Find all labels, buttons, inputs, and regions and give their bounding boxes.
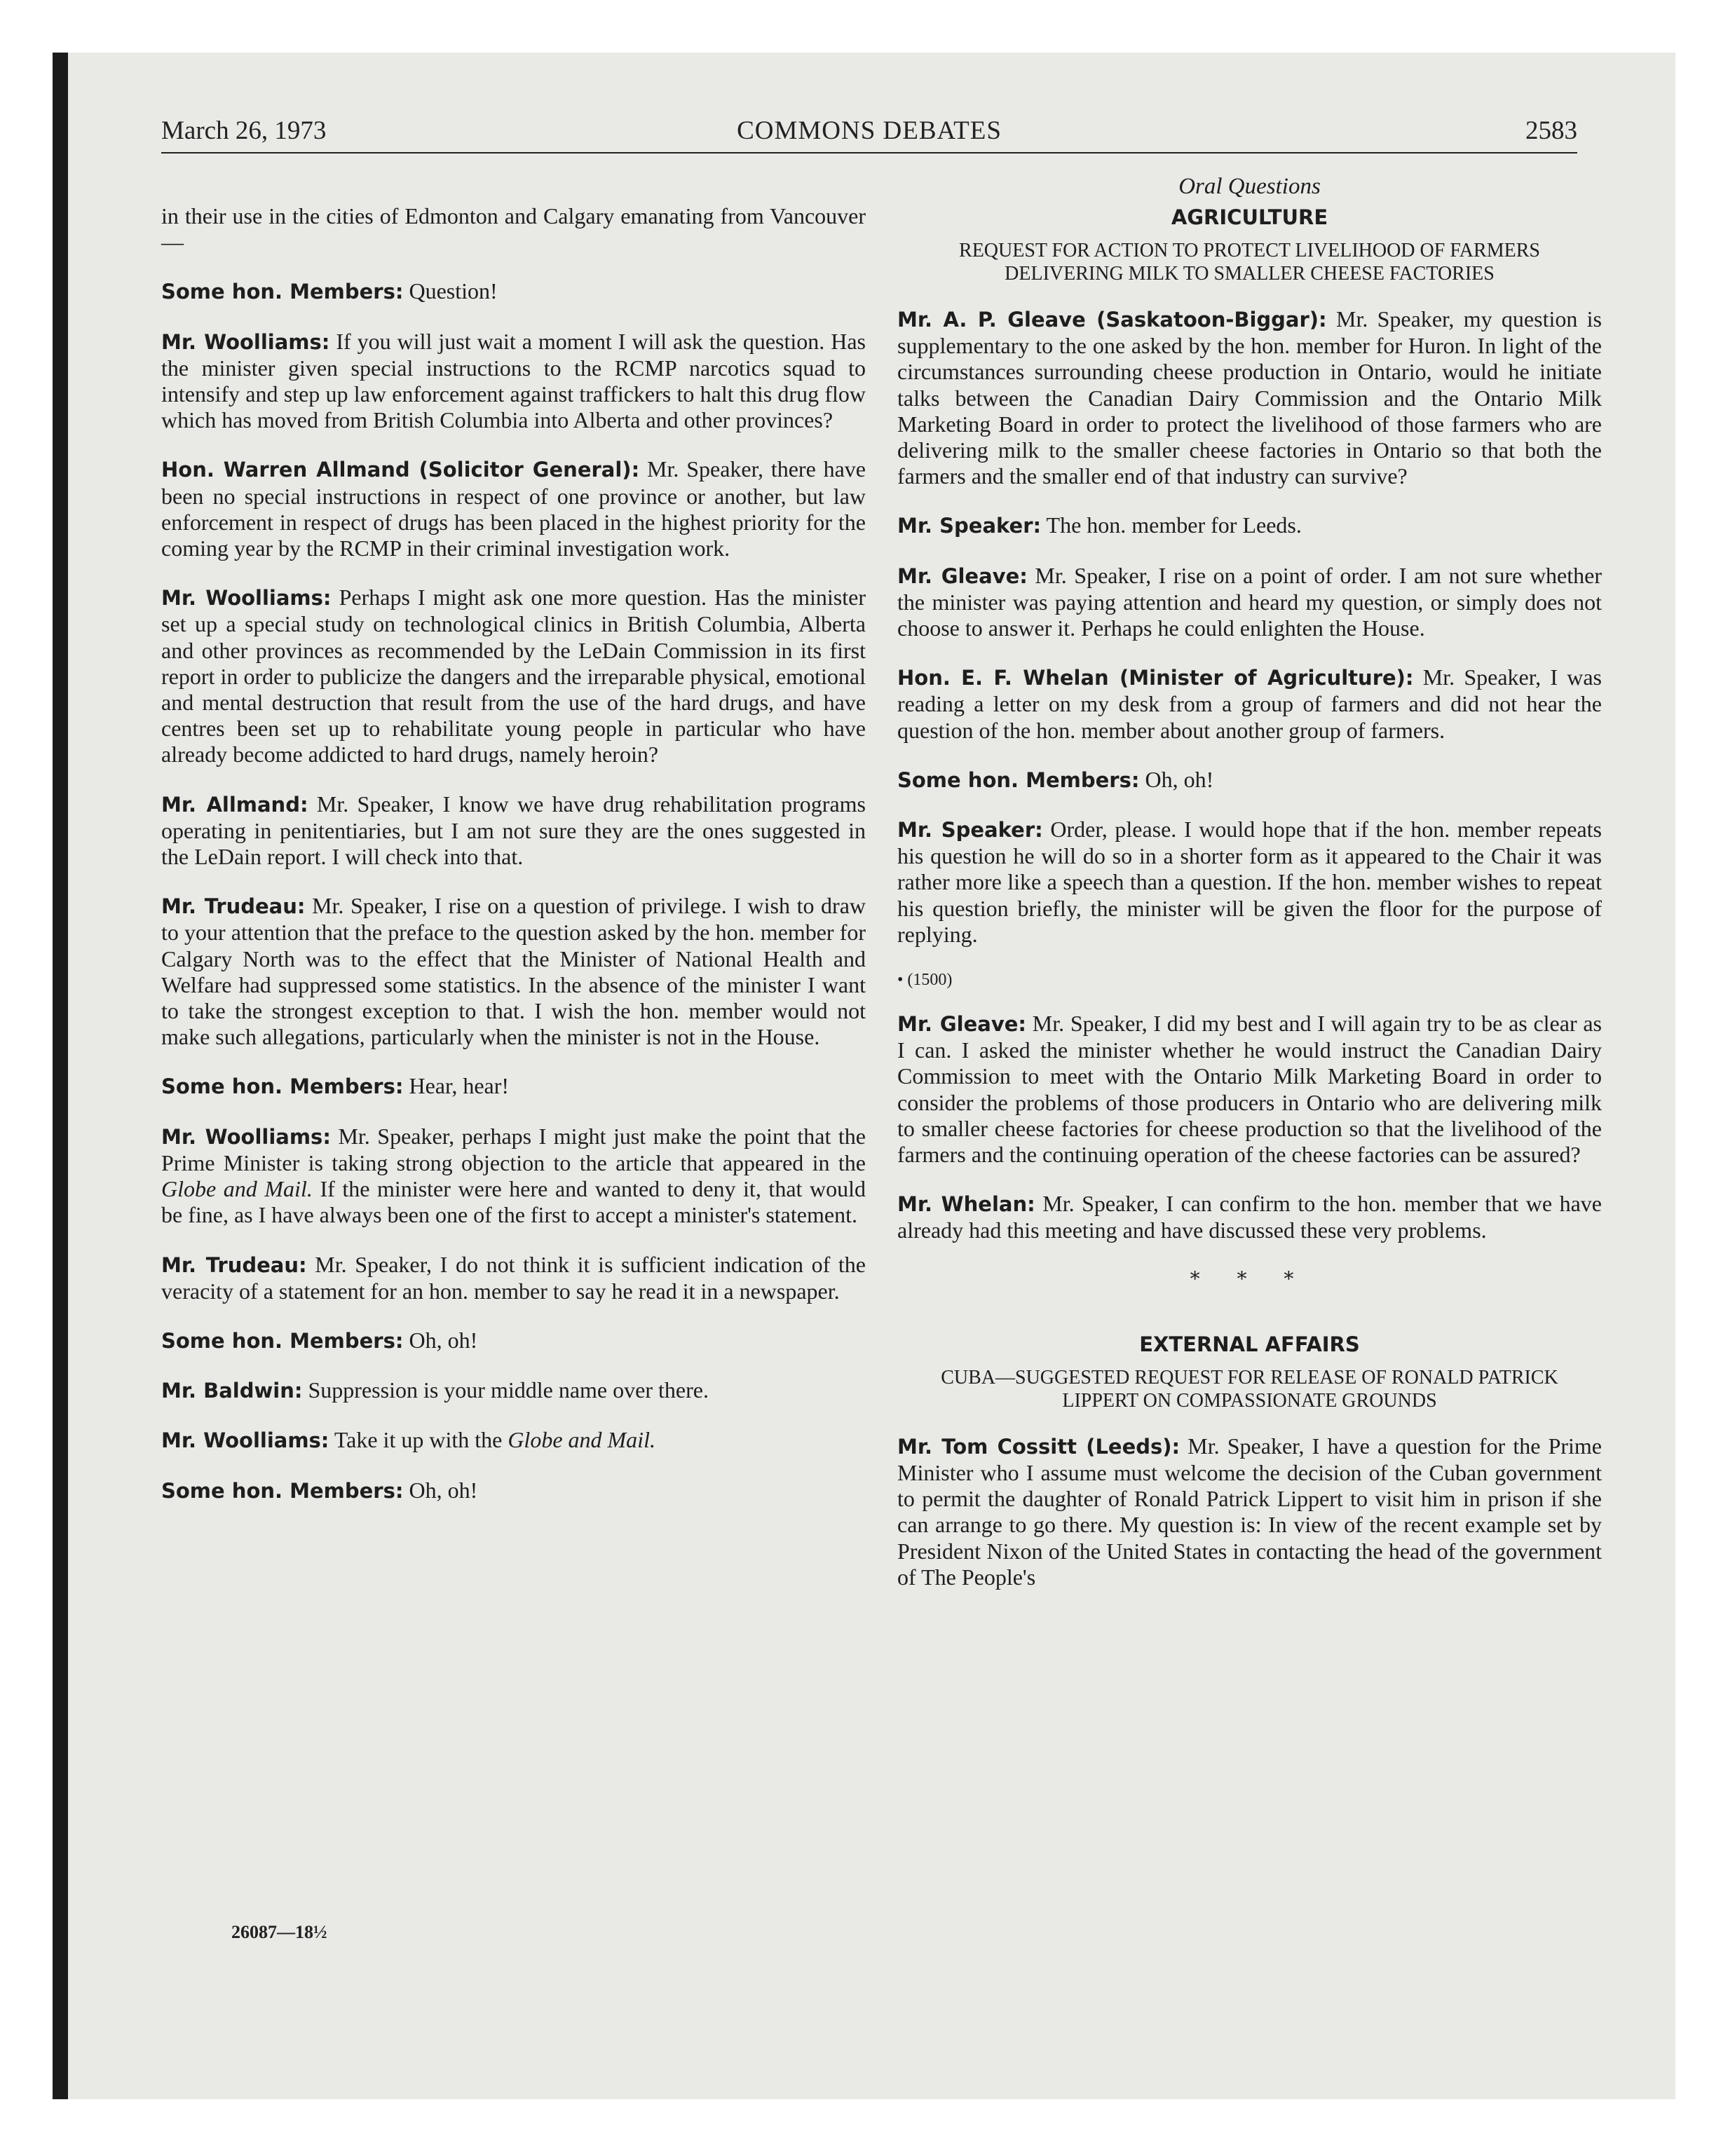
speaker-name: Mr. Baldwin: bbox=[161, 1379, 303, 1403]
speaker-name: Mr. Woolliams: bbox=[161, 329, 330, 354]
page-header bbox=[161, 116, 1577, 153]
external-affairs-subheading: CUBA—SUGGESTED REQUEST FOR RELEASE OF RONALD PATRICK LIPPERT ON COMPASSIONATE GROUNDS bbox=[941, 1366, 1558, 1412]
left-column bbox=[161, 203, 866, 1527]
debate-paragraph bbox=[161, 1073, 866, 1100]
debate-paragraph bbox=[161, 1328, 866, 1354]
debate-paragraph bbox=[161, 1252, 866, 1304]
speech-text: Oh, oh! bbox=[1145, 766, 1214, 792]
speech-text: Mr. Speaker, my question is supplementary to the one asked by the hon. member for Huron. In light of the circumstances surrounding cheese production in Ontario, would he initiate talks between the Canadian Dairy Commission and the Ontario Milk Marketing Board in order to protect the livelihood of those farmers who are delivering milk to the smaller cheese factories in Ontario so that both the farmers and the smaller end of that industry can survive? bbox=[897, 306, 1603, 489]
speech-text: Question! bbox=[409, 278, 498, 304]
speaker-name: Mr. Woolliams: bbox=[161, 586, 332, 610]
speech-text: Mr. Speaker, I did my best and I will again try to be as clear as I can. I asked the minister whether he would instruct the Canadian Dairy Commission to meet with the Ontario Milk Marketing Board in order to consider the problems of those producers in Ontario who are delivering milk to smaller cheese factories for cheese production so that the livelihood of the farmers and the continuing operation of the cheese factories can be assured? bbox=[897, 1011, 1603, 1168]
speech-text: Mr. Speaker, I can confirm to the hon. member that we have already had this meeting and have discussed these very problems. bbox=[897, 1191, 1603, 1243]
debate-paragraph bbox=[897, 767, 1602, 793]
speech-text: Hear, hear! bbox=[409, 1073, 510, 1099]
debate-paragraph bbox=[897, 563, 1602, 642]
speaker-name: Mr. Whelan: bbox=[897, 1192, 1035, 1217]
speech-text: Mr. Speaker, I rise on a question of privilege. I wish to draw to your attention that the preface to the question asked by the hon. member for Calgary North was to the effect that the Minister of National Health and Welfare had suppressed some statistics. In the absence of the minister I want to take the strongest exception to that. I wish the hon. member would not make such allegations, particularly when the minister is not in the House. bbox=[161, 893, 866, 1050]
speaker-name: Mr. Speaker: bbox=[897, 818, 1043, 842]
speech-text: Mr. Speaker, I was reading a letter on my desk from a group of farmers and did not hear the question of the hon. member about another group of farmers. bbox=[897, 664, 1602, 743]
speaker-name: Mr. Gleave: bbox=[897, 564, 1028, 588]
agriculture-subheading: REQUEST FOR ACTION TO PROTECT LIVELIHOOD OF FARMERS DELIVERING MILK TO SMALLER CHEESE FACTORIES bbox=[959, 240, 1540, 285]
debate-paragraph bbox=[897, 1433, 1602, 1590]
debate-paragraph bbox=[161, 329, 866, 434]
speech-text: If you will just wait a moment I will ask the question. Has the minister given special instructions to the RCMP narcotics squad to intensify and step up law enforcement against traffickers to halt this drug flow which has moved from British Columbia into Alberta and other provinces? bbox=[161, 328, 866, 433]
speaker-name: Mr. Allmand: bbox=[161, 792, 308, 817]
footer-code: 26087—18½ bbox=[231, 1922, 327, 1942]
right-column bbox=[897, 174, 1602, 1613]
header-date: March 26, 1973 bbox=[161, 116, 327, 145]
speech-text: Oh, oh! bbox=[409, 1327, 478, 1353]
speech-text: Mr. Speaker, perhaps I might just make the point that the Prime Minister is taking strong objection to the article that appeared in the bbox=[161, 1123, 866, 1175]
external-affairs-heading: EXTERNAL AFFAIRS bbox=[1139, 1332, 1360, 1356]
header-page-number: 2583 bbox=[1525, 116, 1577, 145]
speaker-name: Mr. Woolliams: bbox=[161, 1124, 331, 1149]
speech-text: The hon. member for Leeds. bbox=[1046, 512, 1302, 538]
speech-text: in their use in the cities of Edmonton and Calgary emanating from Vancouver— bbox=[161, 203, 866, 255]
speaker-name: Mr. Woolliams: bbox=[161, 1428, 329, 1453]
speech-text: Mr. Speaker, I know we have drug rehabilitation programs operating in penitentiaries, but I am not sure they are the ones suggested in the LeDain report. I will check into that. bbox=[161, 791, 866, 870]
publication-title: Globe and Mail. bbox=[161, 1176, 313, 1202]
speaker-name: Mr. Trudeau: bbox=[161, 894, 306, 919]
speech-text: Take it up with the bbox=[334, 1427, 508, 1453]
speech-text: Perhaps I might ask one more question. Has the minister set up a special study on technological clinics in British Columbia, Alberta and other provinces as recommended by the LeDain Commission in its first report in order to publicize the dangers and the irreparable physical, emotional and mental destruction that result from the use of the hard drugs, and have centres been set up to rehabilitate young people in particular who have already become addicted to hard drugs, namely heroin? bbox=[161, 585, 866, 767]
speech-text: Order, please. I would hope that if the hon. member repeats his question he will do so in a shorter form as it appeared to the Chair it was rather more like a speech than a question. If the hon. member wishes to repeat his question briefly, the minister will be given the floor for the purpose of replying. bbox=[897, 817, 1602, 947]
debate-paragraph bbox=[897, 664, 1602, 744]
speaker-name: Mr. Gleave: bbox=[897, 1012, 1027, 1037]
publication-title: Globe and Mail. bbox=[508, 1427, 655, 1453]
speech-text: Oh, oh! bbox=[409, 1477, 478, 1503]
debate-paragraph bbox=[161, 456, 866, 561]
agriculture-debate-part2 bbox=[897, 1011, 1602, 1244]
debate-paragraph bbox=[161, 1427, 866, 1454]
external-affairs-debate bbox=[897, 1433, 1602, 1590]
speaker-name: Some hon. Members: bbox=[161, 1478, 404, 1503]
speech-text: If the minister were here and wanted to deny it, that would be fine, as I have always been one of the first to accept a minister's statement. bbox=[161, 1176, 866, 1228]
debate-paragraph bbox=[897, 1011, 1602, 1168]
oral-questions-heading: Oral Questions bbox=[1178, 174, 1321, 199]
speaker-name: Mr. Speaker: bbox=[897, 514, 1042, 538]
speaker-name: Mr. A. P. Gleave (Saskatoon-Biggar): bbox=[897, 308, 1327, 332]
debate-paragraph bbox=[897, 306, 1602, 489]
speaker-name: Some hon. Members: bbox=[161, 280, 404, 304]
speaker-name: Hon. E. F. Whelan (Minister of Agriculture): bbox=[897, 666, 1414, 690]
debate-paragraph bbox=[161, 1478, 866, 1504]
speaker-name: Some hon. Members: bbox=[161, 1074, 404, 1099]
debate-paragraph bbox=[161, 278, 866, 305]
debate-paragraph bbox=[161, 585, 866, 767]
header-title: COMMONS DEBATES bbox=[737, 116, 1002, 145]
agriculture-debate-part1 bbox=[897, 306, 1602, 948]
debate-paragraph bbox=[897, 512, 1602, 539]
speaker-name: Some hon. Members: bbox=[161, 1328, 404, 1353]
debate-paragraph bbox=[161, 893, 866, 1050]
speaker-name: Mr. Tom Cossitt (Leeds): bbox=[897, 1434, 1181, 1459]
section-separator: * * * bbox=[1190, 1267, 1309, 1290]
speech-text: Mr. Speaker, I have a question for the Prime Minister who I assume must welcome the decision of the Cuban government to permit the daughter of Ronald Patrick Lippert to visit him in prison if she can arrange to go there. My question is: In view of the recent example set by President Nixon of the United States in contacting the head of the government of The People's bbox=[897, 1433, 1603, 1590]
debate-paragraph bbox=[897, 817, 1602, 948]
debate-paragraph bbox=[161, 1377, 866, 1404]
speech-text: Suppression is your middle name over there. bbox=[308, 1377, 709, 1403]
speech-text: Mr. Speaker, there have been no special instructions in respect of one province or another, but law enforcement in respect of drugs has been placed in the highest priority for the coming year by the RCMP in their criminal investigation work. bbox=[161, 456, 866, 561]
debate-paragraph bbox=[161, 203, 866, 255]
speaker-name: Some hon. Members: bbox=[897, 767, 1140, 792]
debate-paragraph bbox=[161, 1124, 866, 1229]
speaker-name: Hon. Warren Allmand (Solicitor General): bbox=[161, 458, 640, 482]
speech-text: Mr. Speaker, I do not think it is sufficient indication of the veracity of a statement for an hon. member to say he read it in a newspaper. bbox=[161, 1251, 866, 1304]
speech-text: Mr. Speaker, I rise on a point of order. I am not sure whether the minister was paying attention and heard my question, or simply does not choose to answer it. Perhaps he could enlighten the House. bbox=[897, 562, 1603, 641]
debate-paragraph bbox=[897, 1191, 1602, 1243]
debate-paragraph bbox=[161, 791, 866, 871]
speaker-name: Mr. Trudeau: bbox=[161, 1253, 307, 1277]
agriculture-heading: AGRICULTURE bbox=[1171, 205, 1328, 229]
time-marker: • (1500) bbox=[897, 971, 953, 990]
